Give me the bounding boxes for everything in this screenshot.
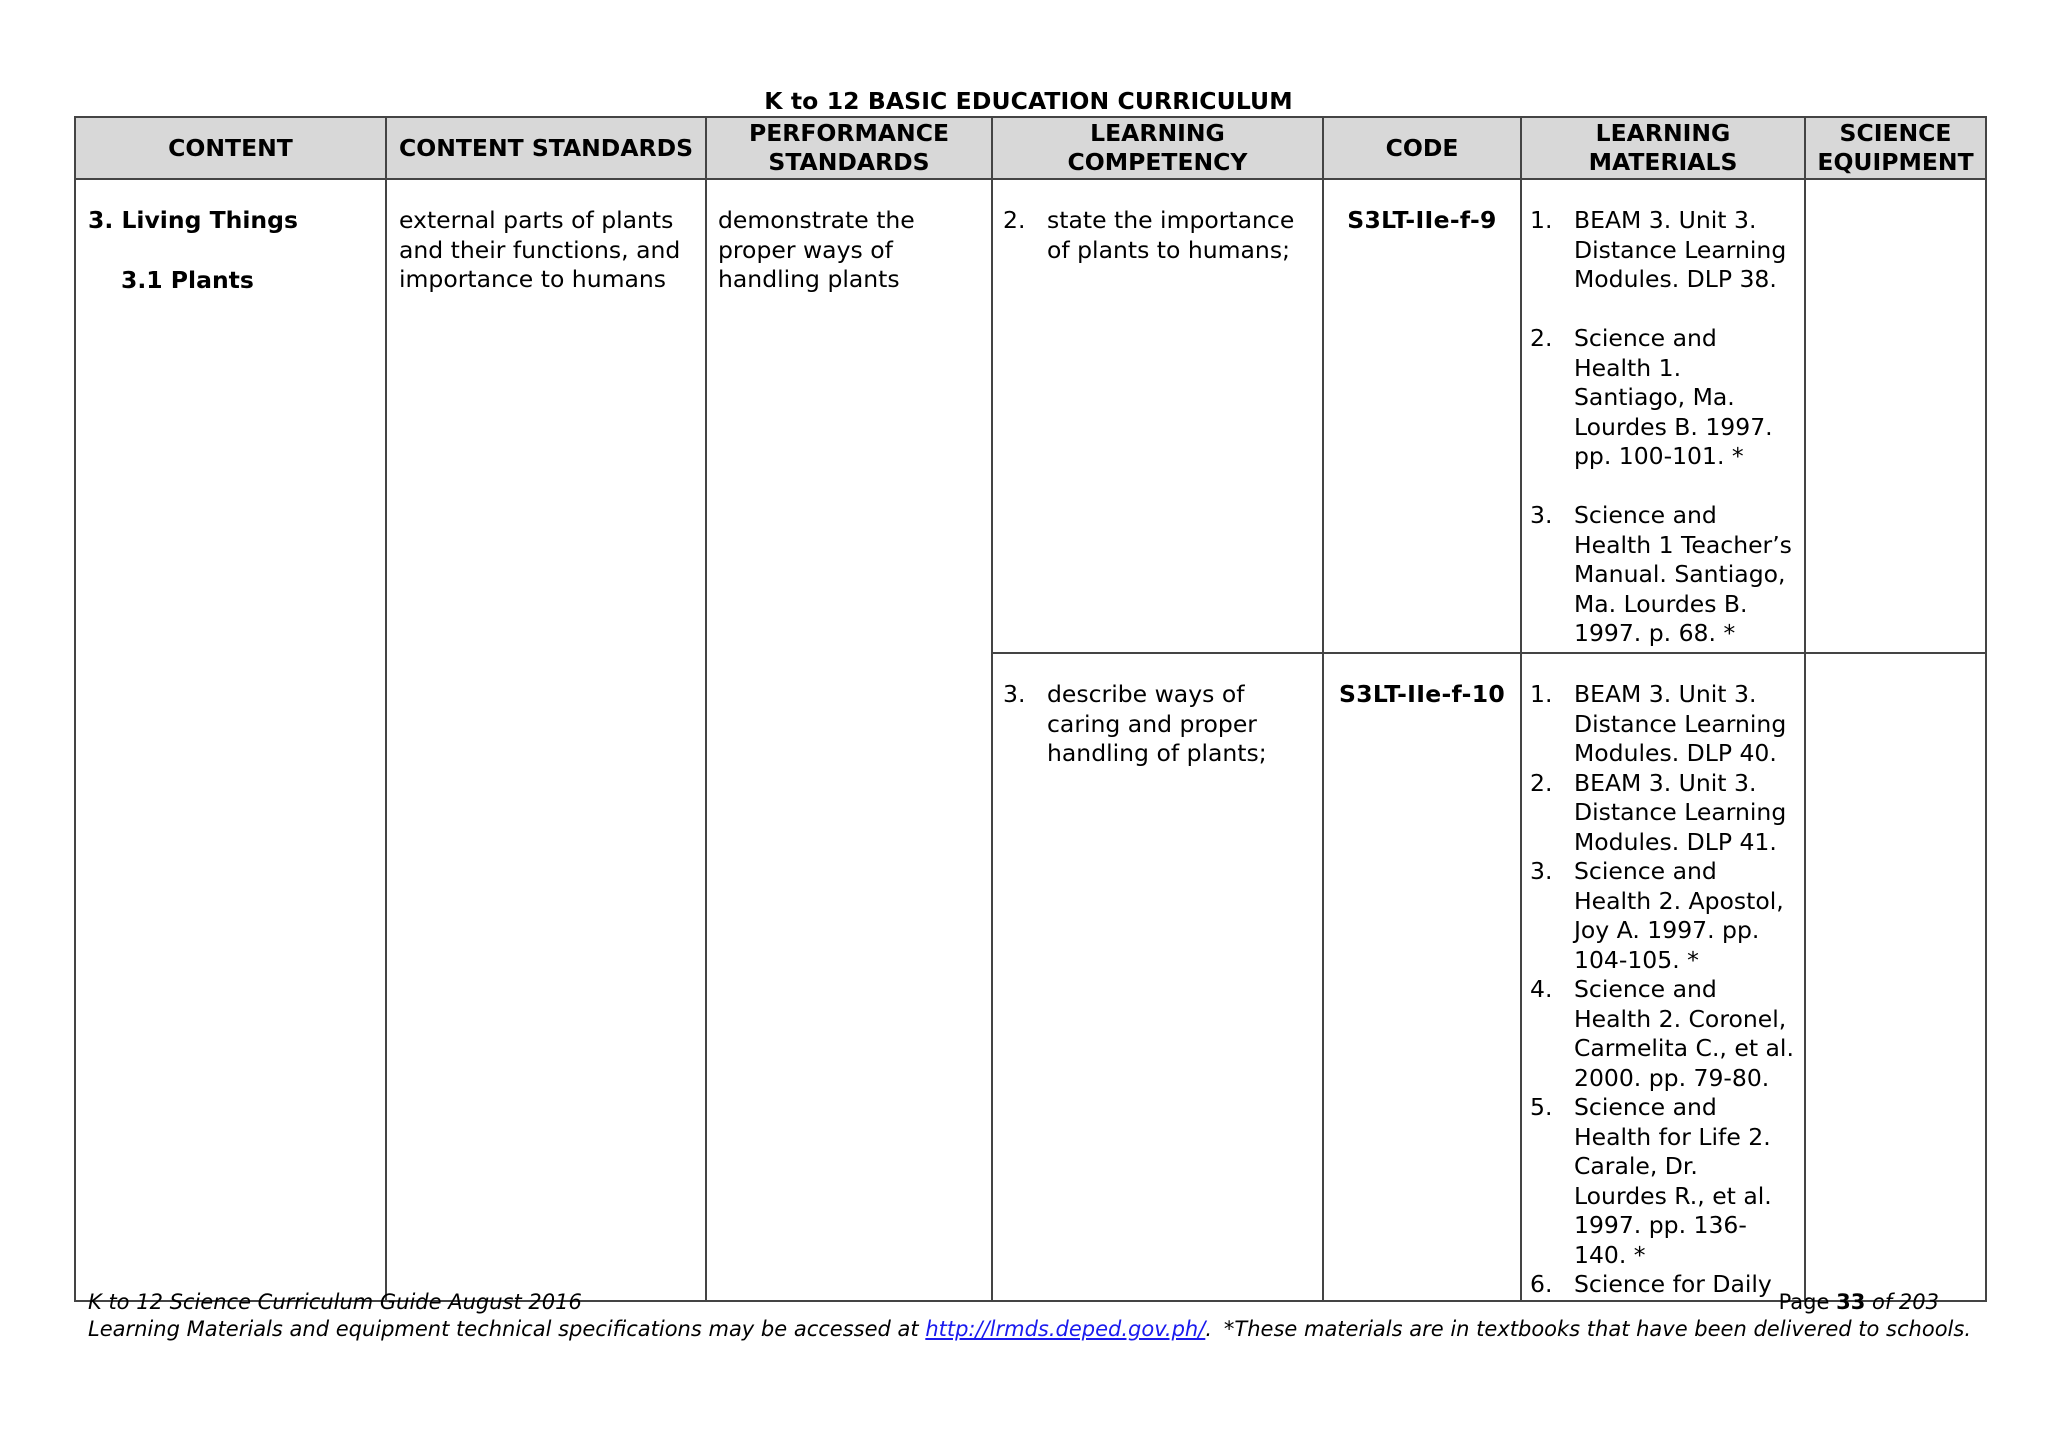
code-cell [1323,653,1521,1301]
content-standards-cell [386,179,706,1301]
lrmds-link[interactable]: http://lrmds.deped.gov.ph/ [925,1317,1206,1341]
performance-standards-cell [706,179,992,1301]
header-row [75,117,1986,179]
header-code: CODE [1323,117,1521,179]
materials-cell [1521,653,1805,1301]
footer-access-note: Learning Materials and equipment technical specifications may be accessed at http://lrmds.deped.gov.ph/. [88,1317,1212,1341]
header-content-standards: CONTENT STANDARDS [386,117,706,179]
table-row [75,179,1986,653]
content-cell [75,179,386,1301]
competency-cell [992,653,1323,1301]
competency-text: describe ways of caring and proper handling of plants; [1047,680,1267,767]
equipment-cell [1805,179,1986,653]
list-item: 2. Science and Health 1. Santiago, Ma. Lourdes B. 1997. pp. 100-101. * [1530,324,1773,470]
header-science-equipment: SCIENCE EQUIPMENT [1805,117,1986,179]
competency-text: state the importance of plants to humans; [1047,206,1295,264]
footer-textbook-note: *These materials are in textbooks that have been delivered to schools. [1223,1317,1971,1341]
list-item: 3. Science and Health 2. Apostol, Joy A. 1997. pp. 104-105. * [1530,857,1784,974]
performance-standards-text: demonstrate the proper ways of handling plants [718,206,915,293]
header-performance-standards: PERFORMANCE STANDARDS [706,117,992,179]
footer-guide: K to 12 Science Curriculum Guide August 2016 [88,1290,582,1314]
curriculum-table [74,116,1987,1302]
materials-list [1522,654,1804,1300]
equipment-cell [1805,653,1986,1301]
list-item: 1. BEAM 3. Unit 3. Distance Learning Modules. DLP 40. [1530,680,1787,767]
list-item: 5. Science and Health for Life 2. Carale, Dr. Lourdes R., et al. 1997. pp. 136-140. * [1530,1093,1772,1269]
competency-number: 3. [1003,680,1026,708]
content-topic: 3. Living Things [88,206,298,234]
competency-code: S3LT-IIe-f-10 [1338,680,1506,708]
competency-code: S3LT-IIe-f-9 [1347,206,1497,234]
page-number: Page 33 of 203 [1778,1290,1939,1314]
materials-cell [1521,179,1805,653]
content-subtopic: 3.1 Plants [121,265,254,294]
list-item: 6. Science for Daily [1530,1270,1772,1298]
header-content: CONTENT [75,117,386,179]
content-standards-text: external parts of plants and their functions, and importance to humans [399,206,681,293]
materials-list [1522,180,1804,649]
header-learning-competency: LEARNING COMPETENCY [992,117,1323,179]
header-learning-materials: LEARNING MATERIALS [1521,117,1805,179]
list-item: 3. Science and Health 1 Teacher’s Manual. Santiago, Ma. Lourdes B. 1997. p. 68. * [1530,501,1792,647]
competency-cell [992,179,1323,653]
document-title: K to 12 BASIC EDUCATION CURRICULUM [764,87,1293,115]
code-cell [1323,179,1521,653]
list-item: 1. BEAM 3. Unit 3. Distance Learning Modules. DLP 38. [1530,206,1787,293]
list-item: 2. BEAM 3. Unit 3. Distance Learning Modules. DLP 41. [1530,768,1787,856]
competency-number: 2. [1003,206,1026,234]
list-item: 4. Science and Health 2. Coronel, Carmelita C., et al. 2000. pp. 79-80. [1530,975,1794,1092]
